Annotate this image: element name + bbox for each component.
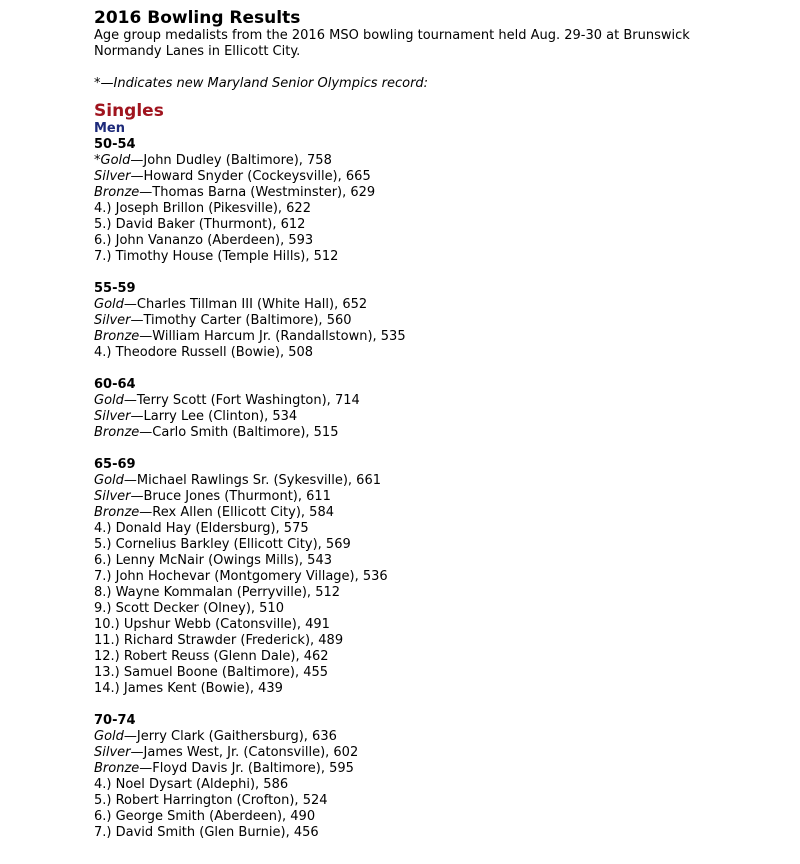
medal-label: Silver [94, 169, 131, 184]
medal-label: *Gold [94, 153, 131, 168]
medal-label: Bronze [94, 185, 140, 200]
result-entry [94, 217, 800, 233]
result-entry [94, 393, 800, 409]
result-text: 4.) Noel Dysart (Aldephi), 586 [94, 777, 289, 792]
result-text: 14.) James Kent (Bowie), 439 [94, 681, 283, 696]
age-groups [94, 137, 800, 841]
result-text: 11.) Richard Strawder (Frederick), 489 [94, 633, 344, 648]
result-text: —Rex Allen (Ellicott City), 584 [139, 505, 334, 520]
result-entry [94, 553, 800, 569]
result-entry [94, 665, 800, 681]
result-text: —John Dudley (Baltimore), 758 [130, 153, 332, 168]
result-entry [94, 761, 800, 777]
result-text: —Larry Lee (Clinton), 534 [130, 409, 298, 424]
result-entry [94, 649, 800, 665]
result-text: 12.) Robert Reuss (Glenn Dale), 462 [94, 649, 329, 664]
result-entry [94, 729, 800, 745]
result-entry [94, 313, 800, 329]
result-entry [94, 489, 800, 505]
medal-label: Bronze [94, 425, 140, 440]
result-text: 7.) John Hochevar (Montgomery Village), 536 [94, 569, 388, 584]
result-text: 5.) David Baker (Thurmont), 612 [94, 217, 306, 232]
result-text: 7.) Timothy House (Temple Hills), 512 [94, 249, 339, 264]
age-group [94, 457, 800, 697]
medal-label: Silver [94, 745, 131, 760]
result-text: —Howard Snyder (Cockeysville), 665 [130, 169, 371, 184]
result-text: —Floyd Davis Jr. (Baltimore), 595 [139, 761, 354, 776]
record-note: *—Indicates new Maryland Senior Olympics record: [94, 76, 429, 91]
result-text: 4.) Joseph Brillon (Pikesville), 622 [94, 201, 311, 216]
result-text: 6.) Lenny McNair (Owings Mills), 543 [94, 553, 332, 568]
result-text: 10.) Upshur Webb (Catonsville), 491 [94, 617, 330, 632]
result-entry [94, 233, 800, 249]
result-text: 7.) David Smith (Glen Burnie), 456 [94, 825, 319, 840]
result-text: —Timothy Carter (Baltimore), 560 [130, 313, 352, 328]
spacer [94, 60, 800, 76]
result-entry [94, 185, 800, 201]
result-text: —Jerry Clark (Gaithersburg), 636 [123, 729, 337, 744]
result-text: —William Harcum Jr. (Randallstown), 535 [139, 329, 406, 344]
result-entry [94, 569, 800, 585]
medal-label: Gold [94, 297, 124, 312]
result-text: 5.) Robert Harrington (Crofton), 524 [94, 793, 328, 808]
result-entry [94, 329, 800, 345]
result-text: —Carlo Smith (Baltimore), 515 [139, 425, 339, 440]
medal-label: Gold [94, 729, 124, 744]
medal-label: Gold [94, 473, 124, 488]
medal-label: Gold [94, 393, 124, 408]
result-entry [94, 633, 800, 649]
page-title: 2016 Bowling Results [94, 8, 301, 28]
age-group-title: 65-69 [94, 457, 136, 472]
result-entry [94, 617, 800, 633]
result-entry [94, 473, 800, 489]
result-text: 5.) Cornelius Barkley (Ellicott City), 569 [94, 537, 351, 552]
result-entry [94, 345, 800, 361]
result-entry [94, 809, 800, 825]
result-entry [94, 601, 800, 617]
result-entry [94, 425, 800, 441]
age-group [94, 713, 800, 841]
result-text: 6.) George Smith (Aberdeen), 490 [94, 809, 316, 824]
result-entry [94, 777, 800, 793]
medal-label: Silver [94, 409, 131, 424]
result-entry [94, 409, 800, 425]
age-group-title: 70-74 [94, 713, 136, 728]
intro-text: Age group medalists from the 2016 MSO bowling tournament held Aug. 29-30 at Brunswick Normandy Lanes in Ellicott City. [94, 28, 690, 59]
age-group-title: 60-64 [94, 377, 136, 392]
medal-label: Silver [94, 489, 131, 504]
medal-label: Bronze [94, 761, 140, 776]
result-text: —James West, Jr. (Catonsville), 602 [130, 745, 359, 760]
result-text: —Charles Tillman III (White Hall), 652 [123, 297, 368, 312]
result-entry [94, 745, 800, 761]
medal-label: Bronze [94, 329, 140, 344]
result-entry [94, 825, 800, 841]
result-text: 13.) Samuel Boone (Baltimore), 455 [94, 665, 329, 680]
result-entry [94, 169, 800, 185]
result-entry [94, 521, 800, 537]
gender-heading: Men [94, 121, 126, 136]
result-entry [94, 297, 800, 313]
result-entry [94, 201, 800, 217]
result-text: —Bruce Jones (Thurmont), 611 [130, 489, 331, 504]
result-entry [94, 585, 800, 601]
result-text: 8.) Wayne Kommalan (Perryville), 512 [94, 585, 341, 600]
age-group-title: 50-54 [94, 137, 136, 152]
result-entry [94, 249, 800, 265]
result-text: 6.) John Vananzo (Aberdeen), 593 [94, 233, 314, 248]
result-text: —Michael Rawlings Sr. (Sykesville), 661 [123, 473, 381, 488]
result-entry [94, 793, 800, 809]
medal-label: Silver [94, 313, 131, 328]
result-text: 9.) Scott Decker (Olney), 510 [94, 601, 284, 616]
age-group-title: 55-59 [94, 281, 136, 296]
result-entry [94, 505, 800, 521]
result-text: 4.) Donald Hay (Eldersburg), 575 [94, 521, 309, 536]
result-text: 4.) Theodore Russell (Bowie), 508 [94, 345, 314, 360]
result-text: —Terry Scott (Fort Washington), 714 [123, 393, 360, 408]
age-group [94, 377, 800, 441]
result-text: —Thomas Barna (Westminster), 629 [139, 185, 376, 200]
age-group [94, 281, 800, 361]
result-entry [94, 537, 800, 553]
section-title: Singles [94, 101, 164, 121]
result-entry [94, 681, 800, 697]
medal-label: Bronze [94, 505, 140, 520]
age-group [94, 137, 800, 265]
result-entry [94, 153, 800, 169]
